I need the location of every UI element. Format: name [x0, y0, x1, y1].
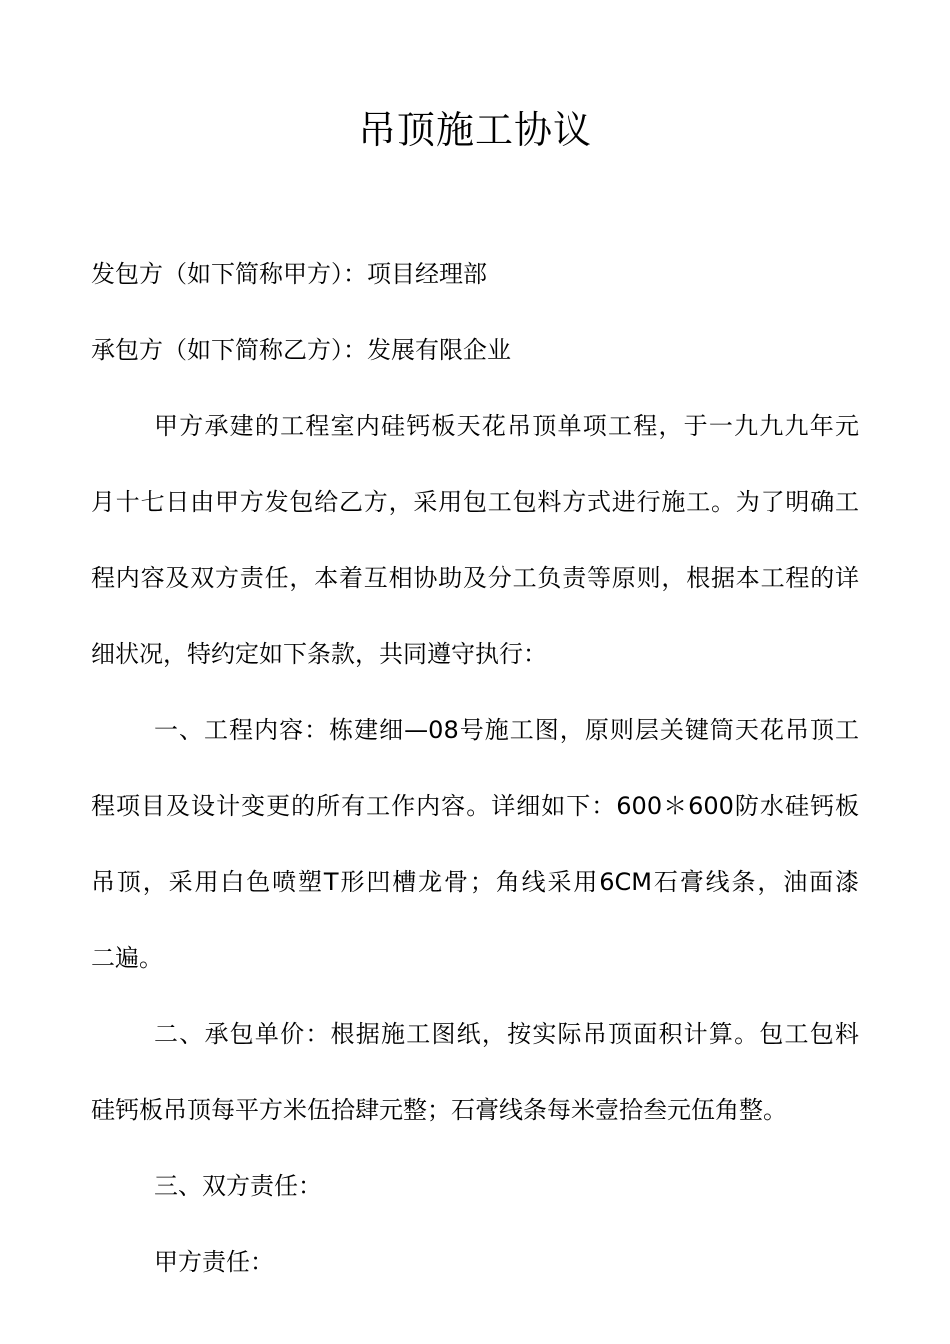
document-body — [91, 250, 859, 1314]
section1-line-1: 一、工程内容：栋建细—08号施工图，原则层关键筒天花吊顶工 — [154, 716, 859, 744]
intro-line-3: 程内容及双方责任，本着互相协助及分工负责等原则，根据本工程的详 — [91, 564, 859, 592]
section1-line-2: 程项目及设计变更的所有工作内容。详细如下：600＊600防水硅钙板 — [91, 792, 859, 820]
section2-line-2: 硅钙板吊顶每平方米伍拾肆元整；石膏线条每米壹拾叁元伍角整。 — [91, 1096, 787, 1124]
document-title: 吊顶施工协议 — [357, 108, 592, 152]
intro-line-2: 月十七日由甲方发包给乙方，采用包工包料方式进行施工。为了明确工 — [91, 488, 859, 516]
intro-line-4: 细状况，特约定如下条款，共同遵守执行： — [91, 640, 547, 668]
intro-line-1: 甲方承建的工程室内硅钙板天花吊顶单项工程，于一九九九年元 — [154, 412, 859, 440]
section1-line-4: 二遍。 — [91, 944, 163, 972]
party-b-line: 承包方（如下简称乙方）：发展有限企业 — [91, 336, 511, 364]
party-a-responsibilities-heading: 甲方责任： — [154, 1248, 274, 1276]
party-a-line: 发包方（如下简称甲方）：项目经理部 — [91, 260, 487, 288]
section1-line-3: 吊顶，采用白色喷塑T形凹槽龙骨；角线采用6CM石膏线条，油面漆 — [91, 868, 859, 896]
section2-line-1: 二、承包单价：根据施工图纸，按实际吊顶面积计算。包工包料 — [154, 1020, 859, 1048]
section3-heading: 三、双方责任： — [154, 1172, 322, 1200]
